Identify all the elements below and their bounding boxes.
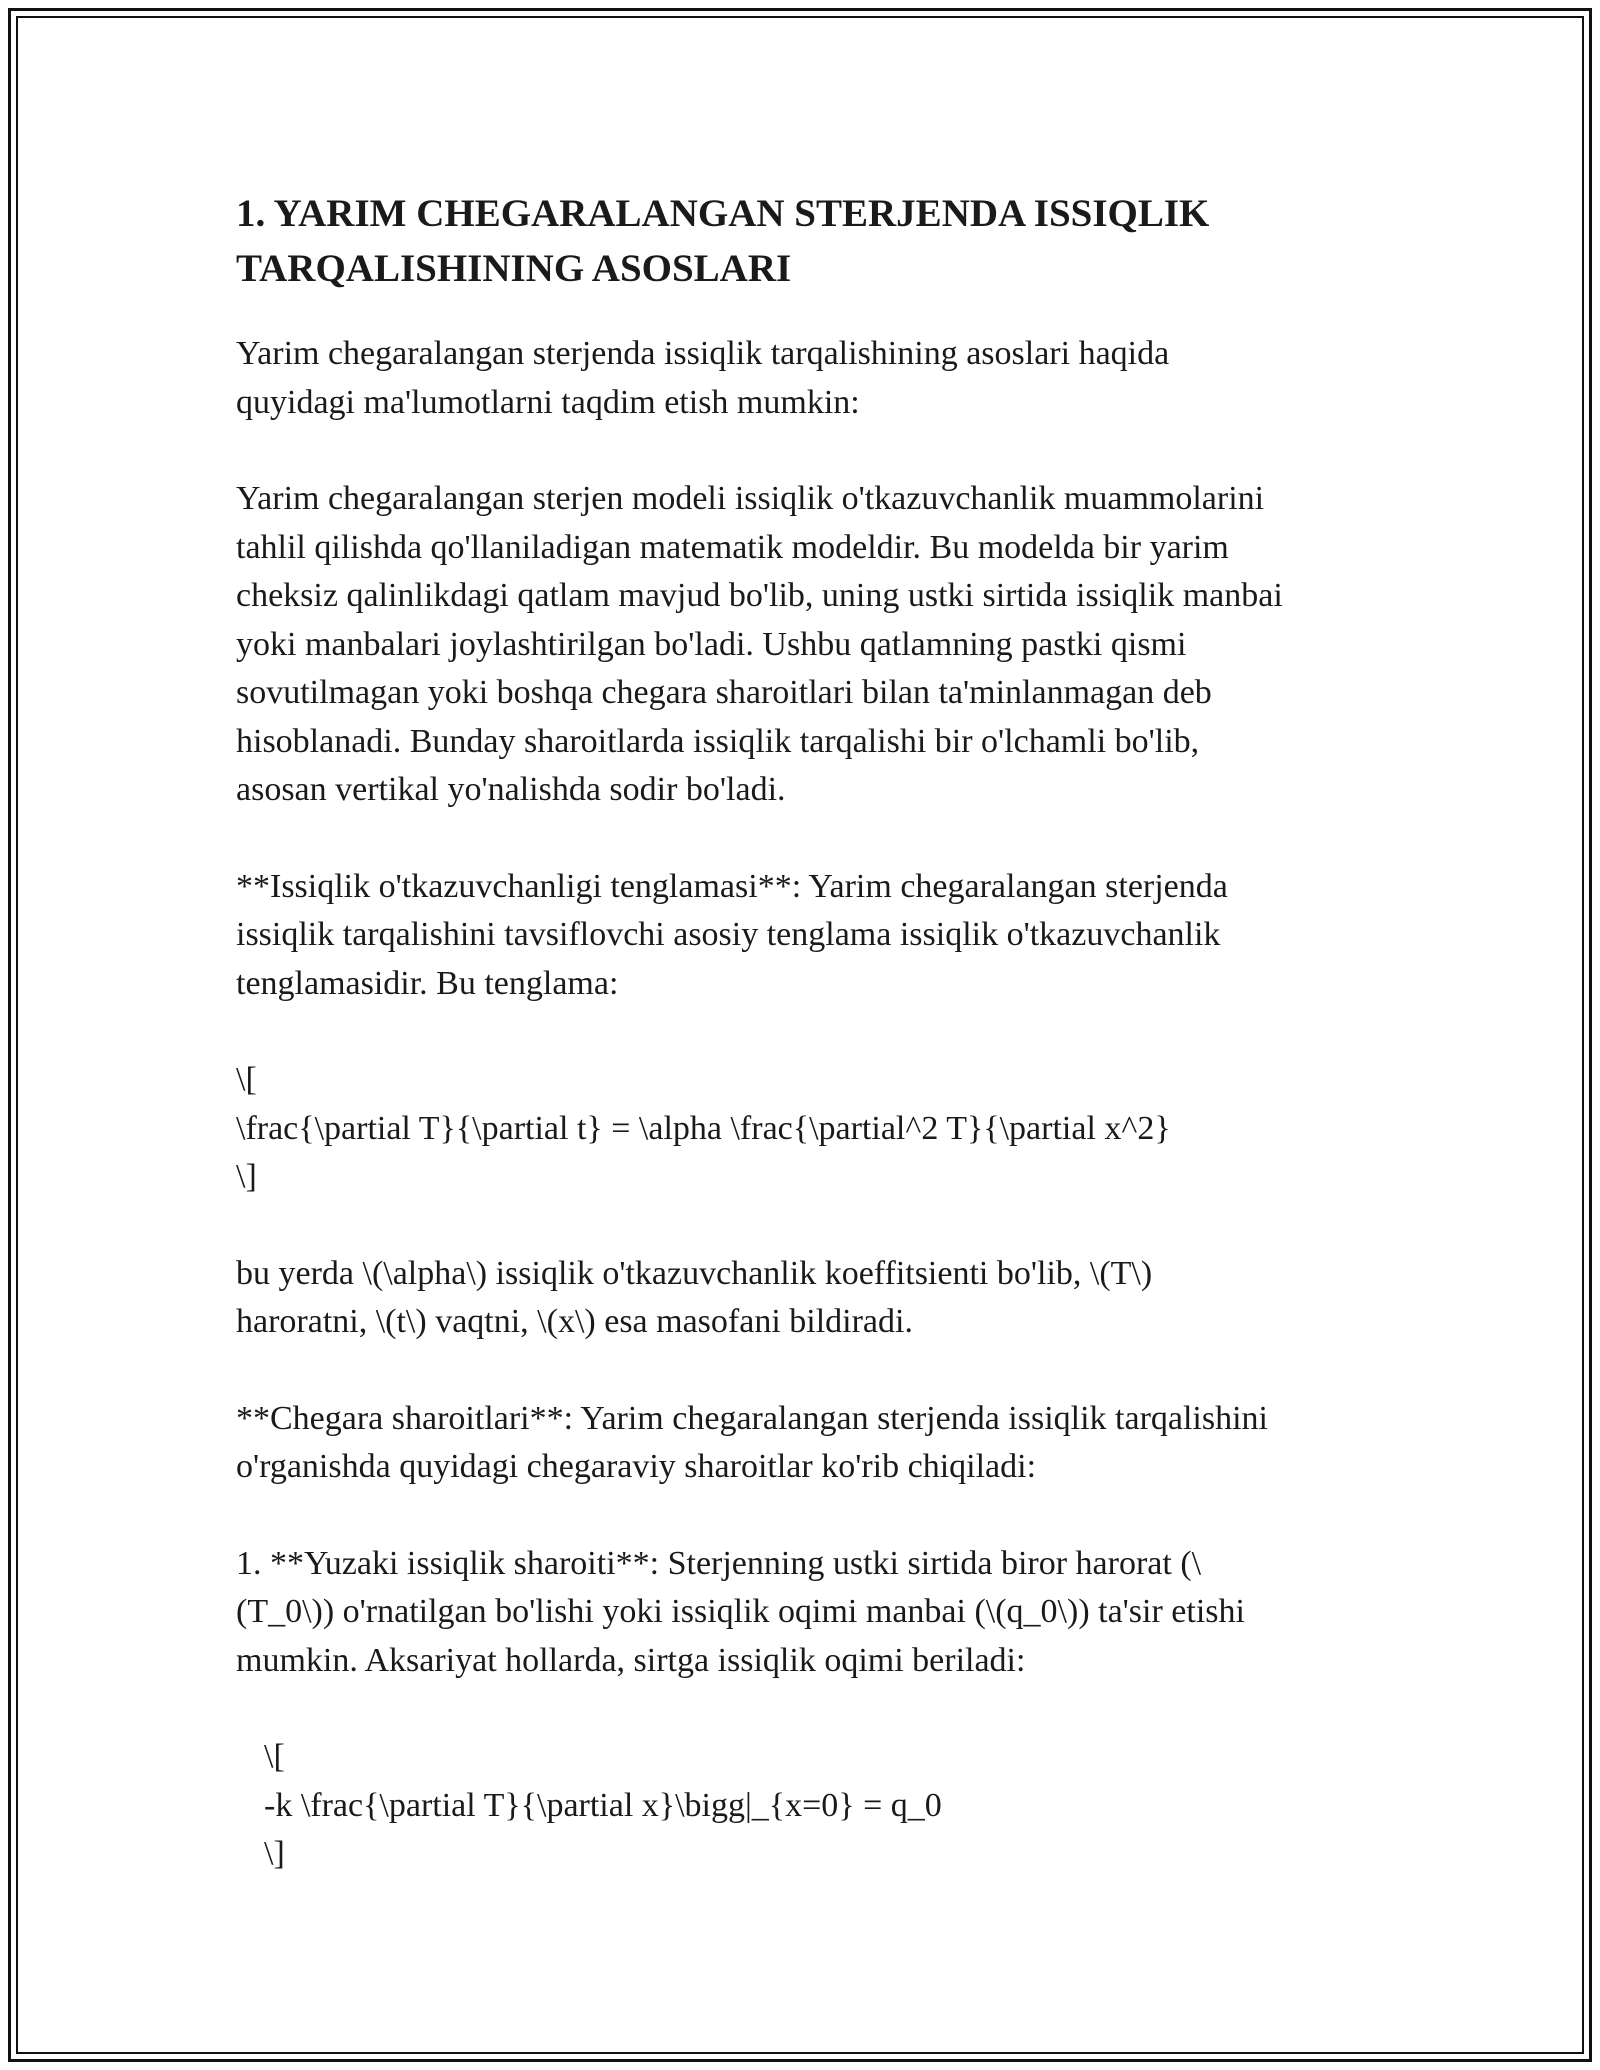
formula-line: \frac{\partial T}{\partial t} = \alpha \frac{\partial^2 T}{\partial x^2} xyxy=(236,1109,1171,1147)
heat-equation-formula xyxy=(236,1056,1386,1202)
text-line: **Issiqlik o'tkazuvchanligi tenglamasi**: Yarim chegaralangan sterjenda xyxy=(236,867,1228,905)
document-title xyxy=(236,186,1386,296)
text-line: mumkin. Aksariyat hollarda, sirtga issiqlik oqimi beriladi: xyxy=(236,1641,1026,1679)
text-line: 1. **Yuzaki issiqlik sharoiti**: Sterjenning ustki sirtida biror harorat (\ xyxy=(236,1544,1202,1582)
text-line: asosan vertikal yo'nalishda sodir bo'ladi. xyxy=(236,771,786,808)
text-line: bu yerda \(\alpha\) issiqlik o'tkazuvchanlik koeffitsienti bo'lib, \(T\) xyxy=(236,1254,1153,1292)
variables-explanation-paragraph xyxy=(236,1250,1386,1347)
text-line: issiqlik tarqalishini tavsiflovchi asosiy tenglama issiqlik o'tkazuvchanlik xyxy=(236,916,1221,953)
formula-line: \[ xyxy=(264,1738,285,1775)
text-line: cheksiz qalinlikdagi qatlam mavjud bo'lib, uning ustki sirtida issiqlik manbai xyxy=(236,577,1283,614)
boundary-conditions-paragraph xyxy=(236,1395,1386,1492)
text-line: o'rganishda quyidagi chegaraviy sharoitlar ko'rib chiqiladi: xyxy=(236,1448,1037,1485)
heat-equation-intro-paragraph xyxy=(236,863,1386,1009)
text-line: yoki manbalari joylashtirilgan bo'ladi. Ushbu qatlamning pastki qismi xyxy=(236,625,1187,663)
surface-condition-list-item xyxy=(236,1540,1386,1686)
text-line: sovutilmagan yoki boshqa chegara sharoitlari bilan ta'minlanmagan deb xyxy=(236,674,1212,711)
formula-line: \] xyxy=(264,1835,285,1872)
text-line: (T_0\)) o'rnatilgan bo'lishi yoki issiqlik oqimi manbai (\(q_0\)) ta'sir etishi xyxy=(236,1593,1245,1630)
text-line: Yarim chegaralangan sterjen modeli issiqlik o'tkazuvchanlik muammolarini xyxy=(236,480,1265,517)
text-line: **Chegara sharoitlari**: Yarim chegaralangan sterjenda issiqlik tarqalishini xyxy=(236,1399,1269,1437)
intro-paragraph xyxy=(236,330,1386,427)
text-line: quyidagi ma'lumotlarni taqdim etish mumkin: xyxy=(236,383,860,421)
title-line: TARQALISHINING ASOSLARI xyxy=(236,247,792,290)
text-line: tenglamasidir. Bu tenglama: xyxy=(236,964,619,1002)
formula-line: \[ xyxy=(236,1061,257,1098)
surface-flux-formula xyxy=(236,1733,1386,1879)
formula-line: \] xyxy=(236,1158,257,1195)
formula-line: -k \frac{\partial T}{\partial x}\bigg|_{x=0} = q_0 xyxy=(264,1786,942,1824)
document-body xyxy=(236,186,1386,1927)
text-line: tahlil qilishda qo'llaniladigan matematik modeldir. Bu modelda bir yarim xyxy=(236,528,1229,566)
text-line: haroratni, \(t\) vaqtni, \(x\) esa masofani bildiradi. xyxy=(236,1303,913,1340)
text-line: Yarim chegaralangan sterjenda issiqlik tarqalishining asoslari haqida xyxy=(236,335,1170,372)
text-line: hisoblanadi. Bunday sharoitlarda issiqlik tarqalishi bir o'lchamli bo'lib, xyxy=(236,722,1200,760)
model-description-paragraph xyxy=(236,475,1386,815)
title-line: 1. YARIM CHEGARALANGAN STERJENDA ISSIQLIK xyxy=(236,192,1210,235)
